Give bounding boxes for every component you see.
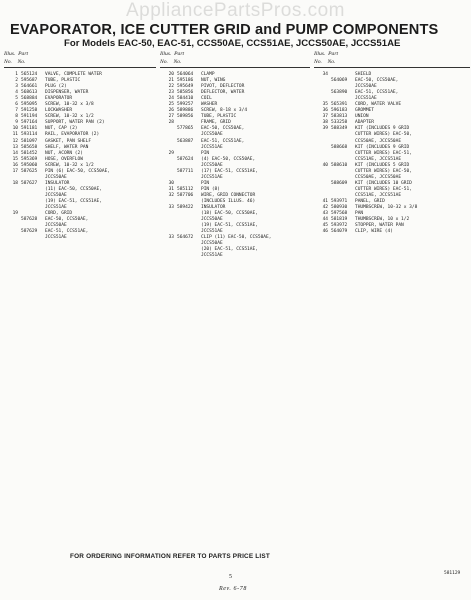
part-description: EAC-50, CCS50AE, bbox=[201, 126, 245, 132]
part-number: 585856 bbox=[177, 90, 194, 96]
part-number: 580930 bbox=[331, 205, 348, 211]
illus-number: 43 bbox=[322, 211, 328, 217]
part-description: CCS50AE, JCCS50AE bbox=[355, 138, 402, 144]
part-description: ADAPTER bbox=[355, 120, 374, 126]
part-description: JCCS50AE bbox=[201, 241, 223, 247]
header-rule bbox=[4, 67, 156, 68]
part-number: 595060 bbox=[21, 162, 38, 168]
illus-number: 25 bbox=[168, 102, 174, 108]
part-description: (11) EAC-50, CCS50AE, bbox=[45, 186, 102, 192]
part-number: 587629 bbox=[21, 229, 38, 235]
illus-number: 45 bbox=[322, 223, 328, 229]
illus-number: 23 bbox=[168, 90, 174, 96]
part-description: EAC-51, CCS51AE, bbox=[45, 229, 89, 235]
part-description: PLUG (2) bbox=[45, 84, 67, 90]
part-number: 597164 bbox=[21, 120, 38, 126]
part-number: 595095 bbox=[21, 102, 38, 108]
illus-number: 31 bbox=[168, 186, 174, 192]
parts-column-1 bbox=[4, 50, 156, 241]
part-description: KIT (INCLUDES 9 GRID bbox=[355, 144, 410, 150]
header-rule bbox=[314, 67, 470, 68]
part-number: 533258 bbox=[331, 120, 348, 126]
illus-number: 28 bbox=[168, 120, 174, 126]
part-description: SCREW, 10-32 x 1/2 bbox=[45, 162, 94, 168]
part-description: JCCS51AE bbox=[201, 253, 223, 259]
part-number: 588610 bbox=[331, 162, 348, 168]
part-description: PANEL, GRID bbox=[355, 198, 385, 204]
part-label: Part bbox=[328, 51, 339, 57]
part-description: (4) EAC-50, CCS50AE, bbox=[201, 156, 256, 162]
illus-number: 20 bbox=[168, 72, 174, 77]
part-description: CLIP, WIRE (4) bbox=[355, 229, 393, 235]
illus-number: 4 bbox=[15, 90, 18, 96]
part-description: EVAPORATOR bbox=[45, 96, 73, 102]
part-number: 587627 bbox=[21, 180, 38, 186]
part-description: SUPPORT, WATER PAN (2) bbox=[45, 120, 105, 126]
part-description: CORD, WATER VALVE bbox=[355, 102, 402, 108]
part-description: CCS50AE, JCCS50AE bbox=[355, 174, 402, 180]
part-description: CCS51AE, JCCS51AE bbox=[355, 156, 402, 162]
header-rule bbox=[160, 67, 310, 68]
part-number: 565391 bbox=[331, 102, 348, 108]
illus-number: 18 bbox=[12, 180, 18, 186]
part-description: (17) EAC-51, CCS51AE, bbox=[201, 168, 258, 174]
part-number: 587625 bbox=[21, 168, 38, 174]
illus-number: 21 bbox=[168, 78, 174, 84]
part-description: PAN bbox=[355, 211, 364, 217]
part-description: JCCS50AE bbox=[355, 84, 377, 90]
part-number: 599257 bbox=[177, 102, 194, 108]
part-description: PIN (8) bbox=[201, 186, 220, 192]
part-number: 596183 bbox=[331, 108, 348, 114]
part-description: UNION bbox=[355, 114, 369, 120]
part-number: 564064 bbox=[177, 72, 194, 77]
part-description: NUT, WING bbox=[201, 78, 226, 84]
illus-number: 6 bbox=[15, 102, 18, 108]
part-label: Part bbox=[18, 51, 29, 57]
part-no-label: No. bbox=[173, 59, 182, 65]
part-description: JCCS50AE bbox=[201, 132, 223, 138]
part-number: 584410 bbox=[177, 96, 194, 102]
part-number: 581097 bbox=[21, 138, 38, 144]
part-description: TUBE, PLASTIC bbox=[45, 78, 81, 84]
illus-number: 40 bbox=[322, 162, 328, 168]
part-description: JCCS50AE bbox=[45, 192, 67, 198]
part-description: TUBE, PLASTIC bbox=[201, 114, 237, 120]
illus-number: 41 bbox=[322, 198, 328, 204]
part-number: 593972 bbox=[331, 223, 348, 229]
illus-number: 3 bbox=[15, 84, 18, 90]
parts-rows bbox=[4, 72, 156, 241]
part-number: 585112 bbox=[177, 186, 194, 192]
part-description: SCREW, 8-18 x 3/4 bbox=[201, 108, 248, 114]
part-description: JCCS51AE bbox=[355, 96, 377, 102]
part-number: 568613 bbox=[21, 90, 38, 96]
part-description: DISPENSER, WATER bbox=[45, 90, 89, 96]
part-row bbox=[314, 229, 470, 235]
document-code: 581129 bbox=[444, 571, 461, 576]
part-description: EAC-51, CCS51AE, bbox=[355, 90, 399, 96]
part-number: 591258 bbox=[21, 108, 38, 114]
illus-number: 39 bbox=[322, 126, 328, 132]
part-description: STOPPER, WATER PAN bbox=[355, 223, 404, 229]
part-description: EAC-50, CCS50AE, bbox=[45, 217, 89, 223]
part-number: 595369 bbox=[21, 156, 38, 162]
illus-number: 35 bbox=[322, 102, 328, 108]
part-description: NUT, CAP (2) bbox=[45, 126, 78, 132]
part-number: 563890 bbox=[331, 90, 348, 96]
part-description: (18) EAC-50, CCS50AE, bbox=[201, 211, 258, 217]
illus-number: 22 bbox=[168, 84, 174, 90]
part-description: INSULATOR bbox=[201, 205, 226, 211]
illus-label: Illus. bbox=[160, 51, 172, 57]
illus-no-label: No. bbox=[314, 59, 322, 65]
part-description: NUT, ACORN (2) bbox=[45, 150, 83, 156]
part-number: 568884 bbox=[21, 96, 38, 102]
part-number: 587628 bbox=[21, 217, 38, 223]
part-number: 588609 bbox=[331, 180, 348, 186]
column-header bbox=[314, 50, 470, 72]
part-description: SHIELD bbox=[355, 72, 372, 77]
illus-number: 11 bbox=[12, 132, 18, 138]
part-description: DEFLECTOR, WATER bbox=[201, 90, 245, 96]
part-description: SHELF, WATER PAN bbox=[45, 144, 89, 150]
part-number: 585658 bbox=[21, 144, 38, 150]
illus-number: 30 bbox=[168, 180, 174, 186]
illus-number: 10 bbox=[12, 126, 18, 132]
part-number: 564661 bbox=[21, 84, 38, 90]
illus-number: 26 bbox=[168, 108, 174, 114]
part-label: Part bbox=[174, 51, 185, 57]
part-description: VALVE, COMPLETE WATER bbox=[45, 72, 102, 77]
part-description: KIT (INCLUDES 9 GRID bbox=[355, 126, 410, 132]
illus-number: 33 bbox=[168, 205, 174, 211]
illus-number: 12 bbox=[12, 138, 18, 144]
illus-number: 36 bbox=[322, 108, 328, 114]
illus-number: 9 bbox=[15, 120, 18, 126]
part-description: HOSE, OVERFLOW bbox=[45, 156, 83, 162]
part-description: PIN bbox=[201, 180, 210, 186]
part-description: GASKET, PAN SHELF bbox=[45, 138, 92, 144]
part-number: 587624 bbox=[177, 156, 194, 162]
part-description: (19) EAC-51, CCS51AE, bbox=[201, 223, 258, 229]
part-description: GROMMET bbox=[355, 108, 374, 114]
part-description: CUTTER WIRES) EAC-50, bbox=[355, 168, 412, 174]
illus-number: 29 bbox=[168, 150, 174, 156]
illus-number: 2 bbox=[15, 78, 18, 84]
part-row bbox=[4, 235, 156, 241]
illus-number: 32 bbox=[168, 192, 174, 198]
part-description: PIVOT, DEFLECTOR bbox=[201, 84, 245, 90]
part-description: LOCKWASHER bbox=[45, 108, 73, 114]
illus-no-label: No. bbox=[4, 59, 12, 65]
part-description: (INCLUDES ILLUS. 46) bbox=[201, 198, 256, 204]
illus-label: Illus. bbox=[4, 51, 16, 57]
illus-number: 27 bbox=[168, 114, 174, 120]
part-number: 591181 bbox=[21, 126, 38, 132]
part-description: CUTTER WIRES) EAC-50, bbox=[355, 132, 412, 138]
part-description: PIN (6) EAC-50, CCS50AE, bbox=[45, 168, 111, 174]
part-description: THUMBSCREW, 10 x 1/2 bbox=[355, 217, 410, 223]
part-description: (19) EAC-51, CCS51AE, bbox=[45, 198, 102, 204]
part-number: 589856 bbox=[177, 114, 194, 120]
part-description: KIT (INCLUDES 10 GRID bbox=[355, 180, 412, 186]
part-description: CCS51AE, JCCS51AE bbox=[355, 192, 402, 198]
part-number: 581819 bbox=[331, 217, 348, 223]
part-number: 588349 bbox=[331, 126, 348, 132]
part-number: 595186 bbox=[177, 78, 194, 84]
ordering-note: FOR ORDERING INFORMATION REFER TO PARTS PRICE LIST bbox=[70, 553, 270, 560]
part-number: 577865 bbox=[177, 126, 194, 132]
watermark: AppliancePartsPros.com bbox=[125, 0, 346, 21]
part-description: CORD, GRID bbox=[45, 211, 73, 217]
page-number: 5 bbox=[229, 574, 232, 580]
illus-number: 19 bbox=[12, 211, 18, 217]
part-description: JCCS51AE bbox=[201, 174, 223, 180]
part-no-label: No. bbox=[17, 59, 26, 65]
part-description: RAIL, EVAPORATOR (2) bbox=[45, 132, 100, 138]
illus-number: 14 bbox=[12, 150, 18, 156]
handwritten-note: Rev. 6-78 bbox=[219, 586, 247, 592]
part-number: 595687 bbox=[21, 78, 38, 84]
part-description: JCCS51AE bbox=[201, 144, 223, 150]
part-row bbox=[160, 253, 310, 259]
illus-label: Illus. bbox=[314, 51, 326, 57]
part-number: 589422 bbox=[177, 205, 194, 211]
part-description: THUMBSCREW, 10-32 x 3/8 bbox=[355, 205, 418, 211]
illus-number: 1 bbox=[15, 72, 18, 77]
part-description: COIL bbox=[201, 96, 212, 102]
part-number: 588668 bbox=[331, 144, 348, 150]
part-description: CUTTER WIRES) EAC-51, bbox=[355, 150, 412, 156]
page-title: EVAPORATOR, ICE CUTTER GRID and PUMP COMPONENTS bbox=[10, 22, 439, 38]
illus-number: 15 bbox=[12, 156, 18, 162]
part-number: 591194 bbox=[21, 114, 38, 120]
illus-number: 7 bbox=[15, 108, 18, 114]
page-subtitle: For Models EAC-50, EAC-51, CCS50AE, CCS51AE, JCCS50AE, JCCS51AE bbox=[64, 38, 401, 49]
part-number: 564672 bbox=[177, 235, 194, 241]
parts-column-3 bbox=[314, 50, 470, 235]
part-description: CLIP (11) EAC-50, CCS50AE, bbox=[201, 235, 272, 241]
illus-number: 46 bbox=[322, 229, 328, 235]
illus-number: 33 bbox=[168, 235, 174, 241]
parts-column-2 bbox=[160, 50, 310, 259]
part-description: CUTTER WIRES) EAC-51, bbox=[355, 186, 412, 192]
part-description: CLAMP bbox=[201, 72, 215, 77]
illus-number: 34 bbox=[322, 72, 328, 77]
part-description: JCCS50AE bbox=[45, 174, 67, 180]
column-header bbox=[160, 50, 310, 72]
illus-number: 44 bbox=[322, 217, 328, 223]
part-number: 564079 bbox=[331, 229, 348, 235]
part-number: 589886 bbox=[177, 108, 194, 114]
part-description: INSULATOR bbox=[45, 180, 70, 186]
illus-number: 13 bbox=[12, 144, 18, 150]
part-description: JCCS51AE bbox=[201, 229, 223, 235]
part-no-label: No. bbox=[327, 59, 336, 65]
part-number: 593114 bbox=[21, 132, 38, 138]
illus-number: 42 bbox=[322, 205, 328, 211]
part-number: 593971 bbox=[331, 198, 348, 204]
illus-number: 37 bbox=[322, 114, 328, 120]
part-description: JCCS50AE bbox=[201, 162, 223, 168]
column-header bbox=[4, 50, 156, 72]
part-description: PIN bbox=[201, 150, 210, 156]
part-description: JCCS50AE bbox=[201, 217, 223, 223]
part-description: FRAME, GRID bbox=[201, 120, 231, 126]
parts-rows bbox=[160, 72, 310, 259]
part-number: 581452 bbox=[21, 150, 38, 156]
illus-number: 16 bbox=[12, 162, 18, 168]
part-number: 587711 bbox=[177, 168, 194, 174]
illus-number: 24 bbox=[168, 96, 174, 102]
part-description: SCREW, 10-32 x 3/8 bbox=[45, 102, 94, 108]
part-number: 563887 bbox=[177, 138, 194, 144]
part-number: 587706 bbox=[177, 192, 194, 198]
part-description: EAC-50, CCS50AE, bbox=[355, 78, 399, 84]
part-description: (20) EAC-51, CCS51AE, bbox=[201, 247, 258, 253]
part-number: 597568 bbox=[331, 211, 348, 217]
part-description: WASHER bbox=[201, 102, 218, 108]
part-description: JCCS51AE bbox=[45, 235, 67, 241]
illus-number: 17 bbox=[12, 168, 18, 174]
part-description: EAC-51, CCS51AE, bbox=[201, 138, 245, 144]
illus-number: 8 bbox=[15, 114, 18, 120]
part-description: JCCS50AE bbox=[45, 223, 67, 229]
part-description: KIT (INCLUDES 5 GRID bbox=[355, 162, 410, 168]
illus-number: 5 bbox=[15, 96, 18, 102]
illus-number: 38 bbox=[322, 120, 328, 126]
part-number: 564069 bbox=[331, 78, 348, 84]
part-description: WIRE, GRID CONNECTOR bbox=[201, 192, 256, 198]
part-description: SCREW, 10-32 x 1/2 bbox=[45, 114, 94, 120]
part-number: 583813 bbox=[331, 114, 348, 120]
part-number: 595649 bbox=[177, 84, 194, 90]
part-description: JCCS51AE bbox=[45, 205, 67, 211]
illus-no-label: No. bbox=[160, 59, 168, 65]
part-number: 565124 bbox=[21, 72, 38, 77]
parts-rows bbox=[314, 72, 470, 235]
